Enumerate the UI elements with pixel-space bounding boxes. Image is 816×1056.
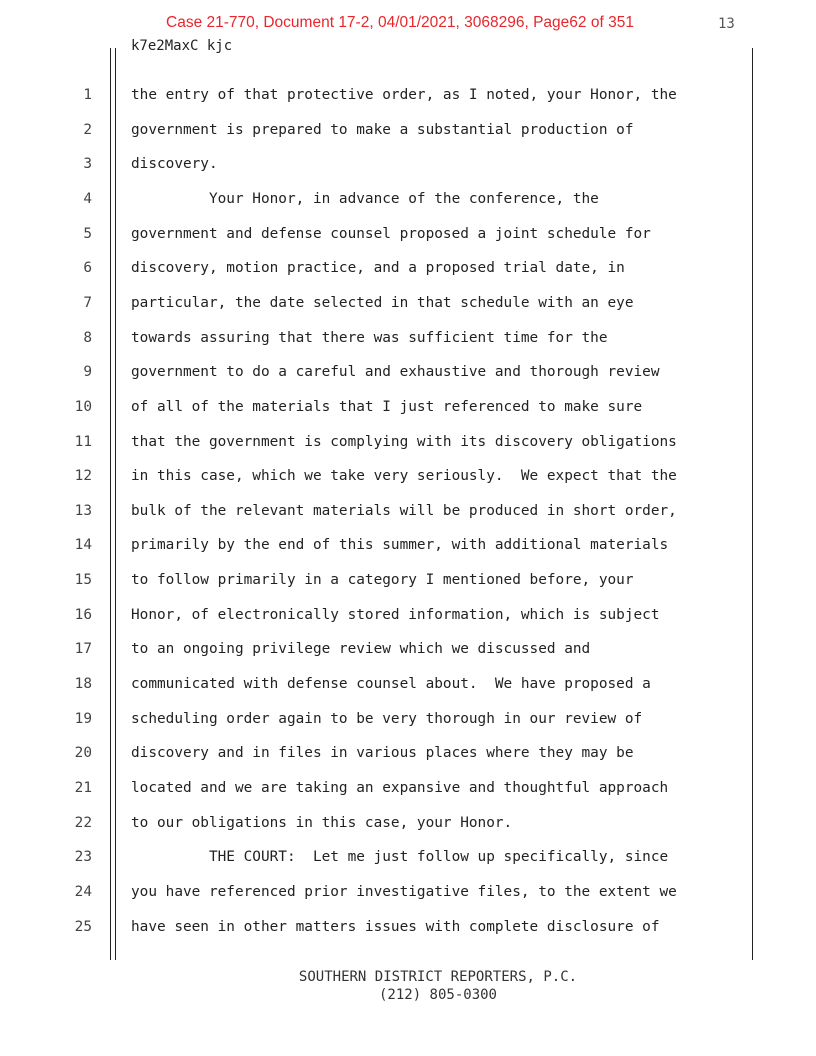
transcript-line [0, 494, 816, 529]
line-text: THE COURT: Let me just follow up specifically, since [131, 849, 669, 866]
line-number: 4 [83, 190, 92, 207]
line-number: 18 [74, 676, 92, 693]
line-number: 11 [74, 433, 92, 450]
case-header-stamp: Case 21-770, Document 17-2, 04/01/2021, 3068296, Page62 of 351 [166, 14, 634, 31]
transcript-line [0, 286, 816, 321]
line-text: bulk of the relevant materials will be produced in short order, [131, 502, 677, 519]
transcript-line [0, 528, 816, 563]
line-number: 9 [83, 364, 92, 381]
line-number: 19 [74, 710, 92, 727]
line-number: 10 [74, 398, 92, 415]
line-number: 25 [74, 918, 92, 935]
line-text: you have referenced prior investigative files, to the extent we [131, 883, 677, 900]
line-number: 8 [83, 329, 92, 346]
line-number: 6 [83, 260, 92, 277]
footer-reporter: SOUTHERN DISTRICT REPORTERS, P.C. [298, 969, 578, 985]
line-text: government and defense counsel proposed a joint schedule for [131, 225, 651, 242]
transcript-line [0, 355, 816, 390]
line-text: to our obligations in this case, your Honor. [131, 814, 513, 831]
transcript-line [0, 806, 816, 841]
transcript-line [0, 390, 816, 425]
transcript-line [0, 667, 816, 702]
line-text: discovery, motion practice, and a proposed trial date, in [131, 260, 625, 277]
line-number: 24 [74, 883, 92, 900]
footer-phone: (212) 805-0300 [378, 987, 497, 1003]
line-number: 22 [74, 814, 92, 831]
line-text: discovery. [131, 156, 218, 173]
line-text: of all of the materials that I just referenced to make sure [131, 398, 643, 415]
line-number: 1 [83, 87, 92, 103]
transcript-line [0, 113, 816, 148]
line-text: government to do a careful and exhaustive and thorough review [131, 364, 660, 381]
line-number: 12 [74, 468, 92, 485]
line-number: 3 [83, 156, 92, 173]
page-number: 13 [718, 16, 735, 32]
line-text: in this case, which we take very seriously. We expect that the [131, 468, 677, 485]
line-text: the entry of that protective order, as I noted, your Honor, the [131, 87, 677, 103]
line-text: Your Honor, in advance of the conference, the [131, 190, 599, 207]
line-text: to an ongoing privilege review which we discussed and [131, 641, 591, 658]
transcript-line [0, 736, 816, 771]
line-text: scheduling order again to be very thorough in our review of [131, 710, 643, 727]
line-text: to follow primarily in a category I mentioned before, your [131, 572, 634, 589]
transcript-line [0, 459, 816, 494]
transcript-line [0, 147, 816, 182]
line-text: particular, the date selected in that schedule with an eye [131, 294, 634, 311]
line-text: located and we are taking an expansive and thoughtful approach [131, 780, 669, 796]
line-number: 16 [74, 606, 92, 623]
transcript-line [0, 875, 816, 910]
transcript-line [0, 182, 816, 217]
transcript-line [0, 78, 816, 113]
transcript-line [0, 598, 816, 633]
footer [0, 968, 816, 1004]
transcript-line [0, 632, 816, 667]
line-text: communicated with defense counsel about. We have proposed a [131, 676, 651, 693]
case-code: k7e2MaxC kjc [131, 38, 233, 54]
transcript-line [0, 251, 816, 286]
line-number: 5 [83, 225, 92, 242]
transcript-line [0, 702, 816, 737]
line-number: 13 [74, 502, 92, 519]
line-number: 21 [74, 780, 92, 796]
transcript-line [0, 840, 816, 875]
line-text: that the government is complying with its discovery obligations [131, 433, 677, 450]
transcript-line [0, 563, 816, 598]
line-number: 23 [74, 849, 92, 866]
line-text: have seen in other matters issues with complete disclosure of [131, 918, 660, 935]
line-number: 14 [74, 537, 92, 554]
transcript-line [0, 217, 816, 252]
transcript-line [0, 910, 816, 945]
transcript-line [0, 321, 816, 356]
line-number: 15 [74, 572, 92, 589]
transcript-line [0, 425, 816, 460]
line-text: towards assuring that there was sufficient time for the [131, 329, 608, 346]
line-number: 7 [83, 294, 92, 311]
line-number: 2 [83, 121, 92, 138]
transcript-line [0, 771, 816, 806]
line-text: primarily by the end of this summer, with additional materials [131, 537, 669, 554]
line-text: Honor, of electronically stored information, which is subject [131, 606, 660, 623]
line-number: 20 [74, 745, 92, 762]
line-text: discovery and in files in various places where they may be [131, 745, 634, 762]
line-number: 17 [74, 641, 92, 658]
line-text: government is prepared to make a substantial production of [131, 121, 634, 138]
